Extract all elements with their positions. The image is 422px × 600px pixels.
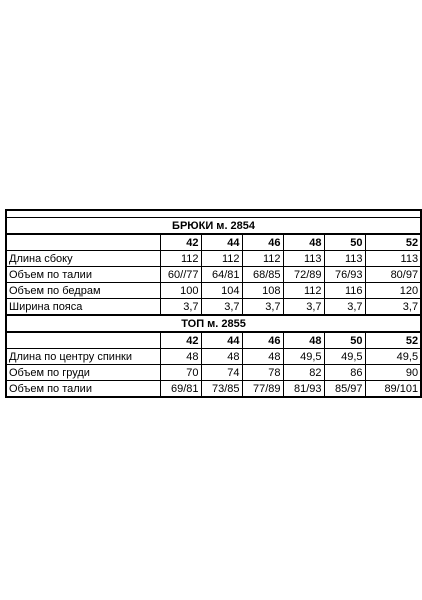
table-row: [6, 349, 421, 365]
measurement-value: 70: [160, 365, 201, 381]
measurement-value: 49,5: [324, 349, 365, 365]
measurement-value: 3,7: [201, 299, 242, 316]
size-header-cell: 46: [242, 332, 283, 349]
measurement-value: 112: [201, 251, 242, 267]
measurement-label: Объем по талии: [6, 381, 160, 398]
size-header-cell: 42: [160, 234, 201, 251]
measurement-value: 3,7: [160, 299, 201, 316]
measurement-value: 116: [324, 283, 365, 299]
measurement-value: 85/97: [324, 381, 365, 398]
measurement-label: Ширина пояса: [6, 299, 160, 316]
measurement-value: 113: [324, 251, 365, 267]
measurement-value: 69/81: [160, 381, 201, 398]
measurement-value: 112: [242, 251, 283, 267]
measurement-value: 113: [283, 251, 324, 267]
size-header-cell: 48: [283, 234, 324, 251]
measurement-label: Длина по центру спинки: [6, 349, 160, 365]
measurement-value: 113: [365, 251, 421, 267]
top-title: ТОП м. 2855: [6, 315, 421, 332]
trousers-title-row: [6, 218, 421, 235]
measurement-value: 3,7: [365, 299, 421, 316]
size-header-cell: 50: [324, 332, 365, 349]
measurement-label: Объем по груди: [6, 365, 160, 381]
size-header-cell: 42: [160, 332, 201, 349]
measurement-value: 76/93: [324, 267, 365, 283]
measurement-value: 48: [201, 349, 242, 365]
measurement-value: 3,7: [283, 299, 324, 316]
measurement-value: 78: [242, 365, 283, 381]
measurement-value: 104: [201, 283, 242, 299]
measurement-value: 49,5: [365, 349, 421, 365]
measurement-value: 68/85: [242, 267, 283, 283]
size-header-cell: 44: [201, 332, 242, 349]
measurement-value: 49,5: [283, 349, 324, 365]
measurement-value: 48: [242, 349, 283, 365]
measurement-value: 48: [160, 349, 201, 365]
trousers-spacer-row: [6, 210, 421, 218]
size-header-cell: 46: [242, 234, 283, 251]
measurement-value: 77/89: [242, 381, 283, 398]
measurement-value: 3,7: [324, 299, 365, 316]
measurement-value: 112: [283, 283, 324, 299]
size-header-cell: 44: [201, 234, 242, 251]
table-row: [6, 365, 421, 381]
top-size-header-row: [6, 332, 421, 349]
measurement-value: 120: [365, 283, 421, 299]
size-header-cell: 48: [283, 332, 324, 349]
table-row: [6, 283, 421, 299]
size-header-cell: 52: [365, 332, 421, 349]
size-header-blank: [6, 332, 160, 349]
size-table: [5, 209, 422, 398]
measurement-value: 86: [324, 365, 365, 381]
size-header-blank: [6, 234, 160, 251]
measurement-value: 100: [160, 283, 201, 299]
top-title-row: [6, 315, 421, 332]
trousers-size-header-row: [6, 234, 421, 251]
measurement-value: 112: [160, 251, 201, 267]
measurement-label: Объем по бедрам: [6, 283, 160, 299]
measurement-value: 73/85: [201, 381, 242, 398]
measurement-value: 82: [283, 365, 324, 381]
size-header-cell: 52: [365, 234, 421, 251]
table-row: [6, 267, 421, 283]
spacer-cell: [6, 210, 421, 218]
measurement-value: 80/97: [365, 267, 421, 283]
measurement-value: 90: [365, 365, 421, 381]
measurement-value: 3,7: [242, 299, 283, 316]
measurement-value: 60//77: [160, 267, 201, 283]
size-chart: [5, 209, 419, 398]
size-header-cell: 50: [324, 234, 365, 251]
measurement-value: 108: [242, 283, 283, 299]
measurement-label: Объем по талии: [6, 267, 160, 283]
measurement-value: 74: [201, 365, 242, 381]
table-row: [6, 251, 421, 267]
table-row: [6, 299, 421, 316]
measurement-value: 81/93: [283, 381, 324, 398]
measurement-value: 89/101: [365, 381, 421, 398]
table-row: [6, 381, 421, 398]
measurement-value: 64/81: [201, 267, 242, 283]
measurement-label: Длина сбоку: [6, 251, 160, 267]
trousers-title: БРЮКИ м. 2854: [6, 218, 421, 235]
measurement-value: 72/89: [283, 267, 324, 283]
